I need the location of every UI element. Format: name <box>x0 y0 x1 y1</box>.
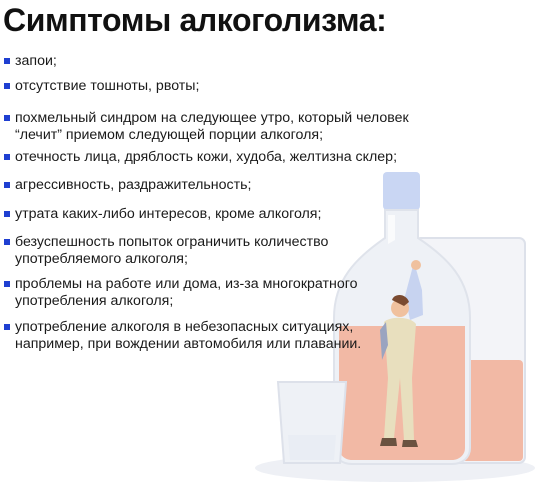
symptom-line: агрессивность, раздражительность; <box>15 177 252 193</box>
bullet-icon <box>4 182 10 188</box>
symptom-line: похмельный синдром на следующее утро, который человек <box>15 110 409 126</box>
bullet-icon <box>4 281 10 287</box>
symptom-line: употребление алкоголя в небезопасных ситуациях, <box>15 319 354 335</box>
symptom-line: употребляемого алкоголя; <box>15 250 188 267</box>
bullet-icon <box>4 211 10 217</box>
page-title: Симптомы алкоголизма: <box>3 2 387 38</box>
bullet-icon <box>4 239 10 245</box>
symptom-line: проблемы на работе или дома, из-за многократного <box>15 276 358 292</box>
symptom-line: отсутствие тошноты, рвоты; <box>15 78 200 94</box>
bullet-icon <box>4 324 10 330</box>
bullet-icon <box>4 154 10 160</box>
symptom-line: употребления алкоголя; <box>15 292 174 309</box>
bullet-icon <box>4 58 10 64</box>
symptom-line: утрата каких-либо интересов, кроме алкоголя; <box>15 206 322 222</box>
bullet-icon <box>4 83 10 89</box>
symptom-line: например, при вождении автомобиля или плавании. <box>15 335 362 352</box>
symptom-line: запои; <box>15 53 57 69</box>
symptom-line: отечность лица, дряблость кожи, худоба, желтизна склер; <box>15 149 398 165</box>
symptom-line: безуспешность попыток ограничить количество <box>15 234 329 250</box>
symptom-line: “лечит” приемом следующей порции алкоголя; <box>15 126 324 143</box>
bullet-icon <box>4 115 10 121</box>
drinking-glass <box>278 382 346 463</box>
